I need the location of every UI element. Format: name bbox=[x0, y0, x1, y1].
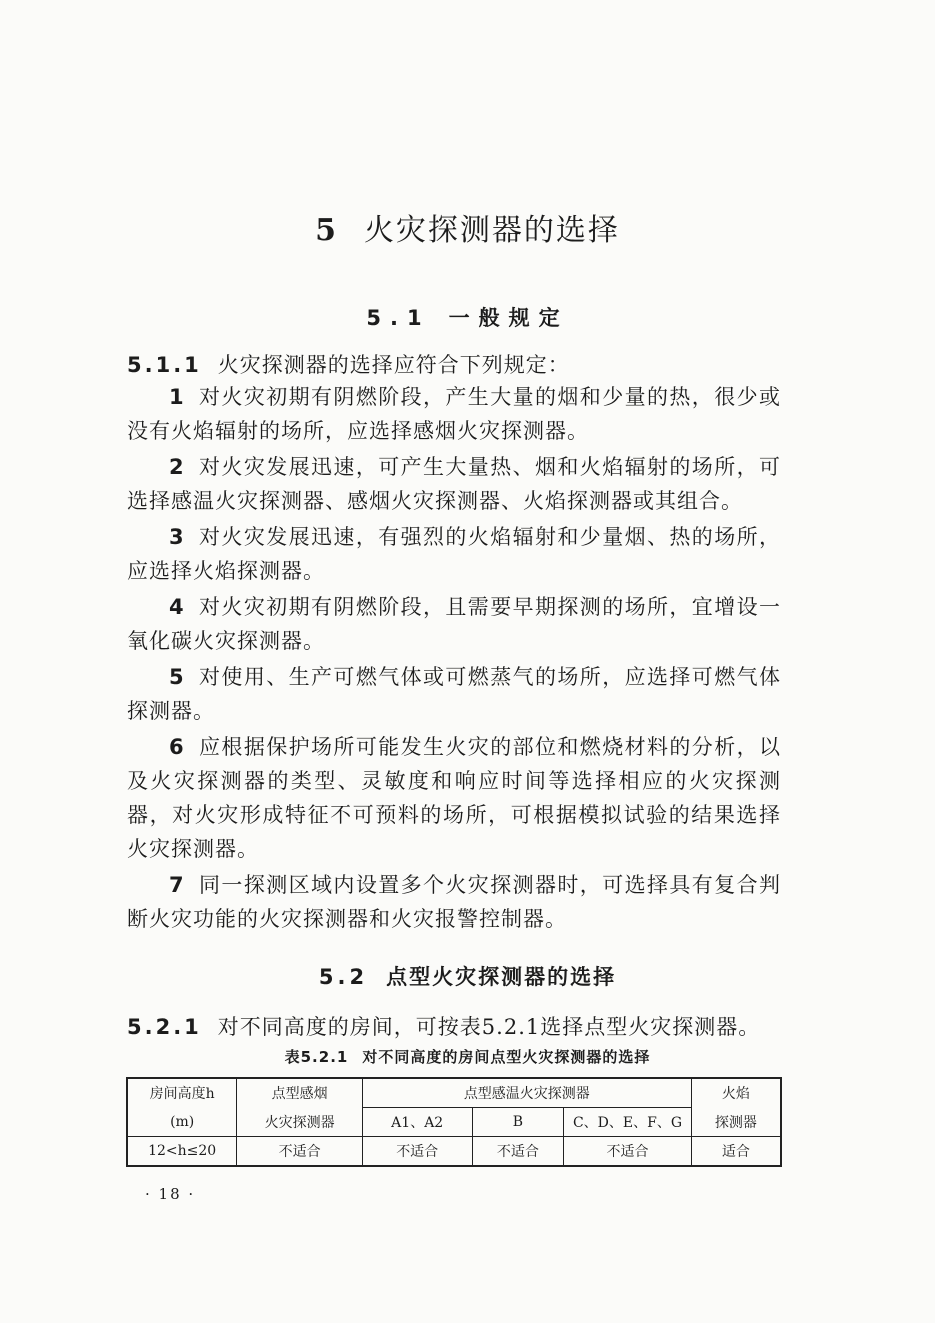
item-text: 对火灾发展迅速，可产生大量热、烟和火焰辐射的场所，可选择感温火灾探测器、感烟火灾探测器、火焰探测器或其组合。 bbox=[127, 455, 781, 513]
item-number: 3 bbox=[169, 525, 185, 549]
clause-5-1-1 bbox=[127, 348, 781, 382]
section-5-2-title-text: 点型火灾探测器的选择 bbox=[386, 965, 617, 989]
table-row bbox=[127, 1137, 781, 1167]
table-caption bbox=[0, 1046, 935, 1067]
item-number: 4 bbox=[169, 595, 185, 619]
list-item bbox=[127, 590, 781, 658]
item-text: 对使用、生产可燃气体或可燃蒸气的场所，应选择可燃气体探测器。 bbox=[127, 665, 781, 723]
header-heat-a: A1、A2 bbox=[362, 1108, 472, 1137]
detector-selection-table bbox=[126, 1077, 782, 1167]
cell-height: 12<h≤20 bbox=[127, 1137, 237, 1167]
cell-heat-b: 不适合 bbox=[472, 1137, 564, 1167]
item-number: 2 bbox=[169, 455, 185, 479]
item-text: 应根据保护场所可能发生火灾的部位和燃烧材料的分析，以及火灾探测器的类型、灵敏度和响应时间等选择相应的火灾探测器，对火灾形成特征不可预料的场所，可根据模拟试验的结果选择火灾探测器。 bbox=[127, 735, 781, 861]
header-heat-b: B bbox=[472, 1108, 564, 1137]
list-item bbox=[127, 868, 781, 936]
chapter-number: 5 bbox=[315, 213, 338, 248]
clause-5-1-1-items bbox=[127, 380, 781, 938]
cell-heat-cg: 不适合 bbox=[564, 1137, 692, 1167]
clause-5-2-1-number: 5.2.1 bbox=[127, 1015, 202, 1039]
cell-heat-a: 不适合 bbox=[362, 1137, 472, 1167]
item-number: 5 bbox=[169, 665, 185, 689]
item-text: 同一探测区域内设置多个火灾探测器时，可选择具有复合判断火灾功能的火灾探测器和火灾报警控制器。 bbox=[127, 873, 781, 931]
item-text: 对火灾初期有阴燃阶段，产生大量的烟和少量的热，很少或没有火焰辐射的场所，应选择感烟火灾探测器。 bbox=[127, 385, 781, 443]
list-item bbox=[127, 450, 781, 518]
table-header-row bbox=[127, 1078, 781, 1108]
section-5-1-title-text: 一般规定 bbox=[448, 306, 569, 330]
header-room-height-unit: (m) bbox=[127, 1108, 237, 1137]
cell-flame: 适合 bbox=[691, 1137, 781, 1167]
list-item bbox=[127, 380, 781, 448]
item-text: 对火灾初期有阴燃阶段，且需要早期探测的场所，宜增设一氧化碳火灾探测器。 bbox=[127, 595, 781, 653]
section-5-1-number: 5.1 bbox=[366, 306, 431, 330]
table-header-row bbox=[127, 1108, 781, 1137]
item-number: 1 bbox=[169, 385, 185, 409]
section-5-1-title bbox=[0, 302, 935, 332]
list-item bbox=[127, 730, 781, 866]
page-number: · 18 · bbox=[145, 1185, 196, 1203]
header-room-height: 房间高度h bbox=[127, 1078, 237, 1108]
table-caption-number: 表5.2.1 bbox=[284, 1048, 349, 1066]
section-5-2-number: 5.2 bbox=[318, 965, 369, 989]
cell-smoke: 不适合 bbox=[237, 1137, 363, 1167]
header-heat-cg: C、D、E、F、G bbox=[564, 1108, 692, 1137]
header-heat-detector-group: 点型感温火灾探测器 bbox=[362, 1078, 691, 1108]
header-smoke-detector: 点型感烟 bbox=[237, 1078, 363, 1108]
header-flame-detector: 火焰 bbox=[691, 1078, 781, 1108]
item-text: 对火灾发展迅速，有强烈的火焰辐射和少量烟、热的场所，应选择火焰探测器。 bbox=[127, 525, 781, 583]
header-flame-detector-line2: 探测器 bbox=[691, 1108, 781, 1137]
clause-5-2-1-text: 对不同高度的房间，可按表5.2.1选择点型火灾探测器。 bbox=[217, 1015, 761, 1039]
clause-5-2-1 bbox=[127, 1010, 781, 1044]
header-smoke-detector-line2: 火灾探测器 bbox=[237, 1108, 363, 1137]
table-caption-title: 对不同高度的房间点型火灾探测器的选择 bbox=[362, 1048, 651, 1066]
item-number: 6 bbox=[169, 735, 185, 759]
chapter-title-text: 火灾探测器的选择 bbox=[363, 213, 620, 248]
list-item bbox=[127, 660, 781, 728]
item-number: 7 bbox=[169, 873, 185, 897]
section-5-2-title bbox=[0, 961, 935, 991]
clause-5-1-1-number: 5.1.1 bbox=[127, 353, 202, 377]
list-item bbox=[127, 520, 781, 588]
chapter-title bbox=[0, 205, 935, 249]
clause-5-1-1-text: 火灾探测器的选择应符合下列规定： bbox=[217, 353, 570, 377]
